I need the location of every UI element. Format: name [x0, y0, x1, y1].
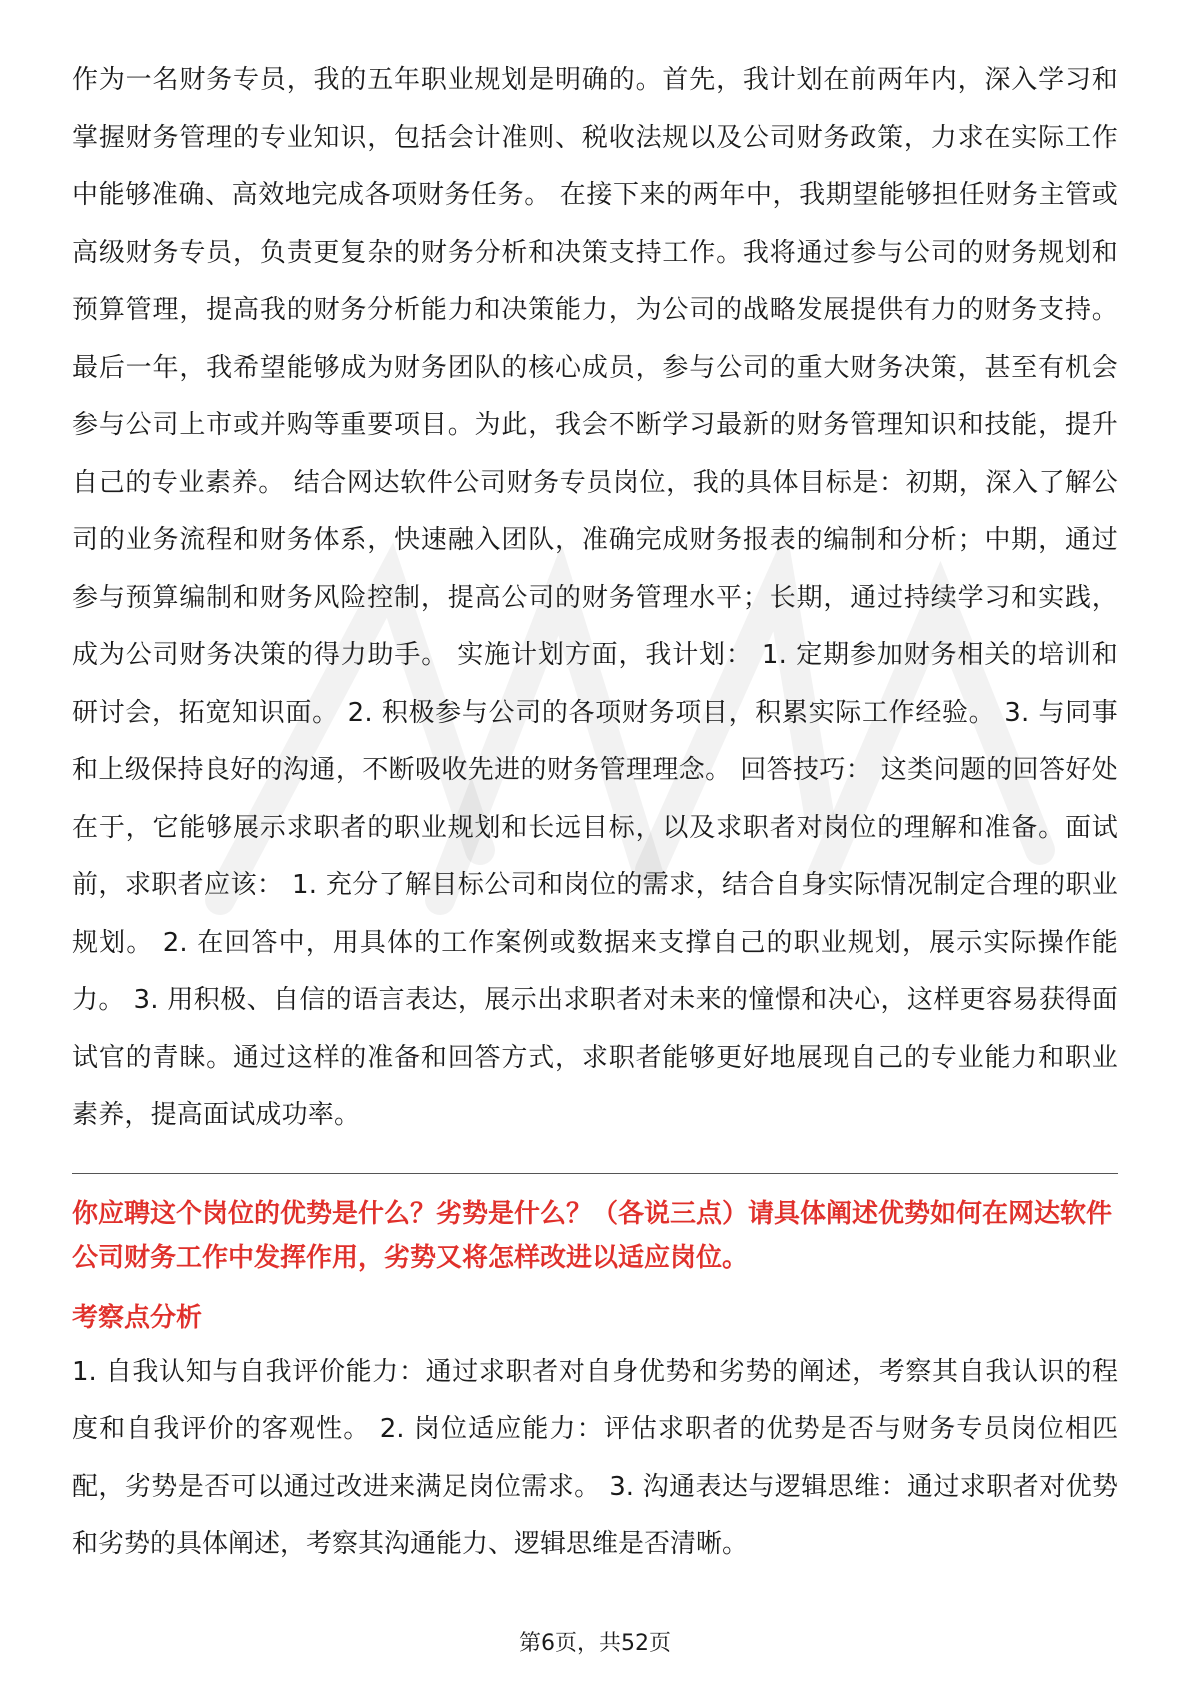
- analysis-paragraph: 1. 自我认知与自我评价能力：通过求职者对自身优势和劣势的阐述，考察其自我认识的程度和自我评价的客观性。 2. 岗位适应能力：评估求职者的优势是否与财务专员岗位相匹配，劣势是否可以通过改进来满足岗位需求。 3. 沟通表达与逻辑思维：通过求职者对优势和劣势的具体阐述，考察其沟通能力、逻辑思维是否清晰。: [72, 1356, 1118, 1559]
- interview-question: 你应聘这个岗位的优势是什么？劣势是什么？（各说三点）请具体阐述优势如何在网达软件公司财务工作中发挥作用，劣势又将怎样改进以适应岗位。: [72, 1198, 1113, 1273]
- section-divider: [72, 1173, 1118, 1174]
- analysis-heading: 考察点分析: [72, 1302, 203, 1333]
- page-number: 第6页，共52页: [519, 1631, 671, 1656]
- document-page: [72, 52, 1118, 1574]
- answer-paragraph: 作为一名财务专员，我的五年职业规划是明确的。首先，我计划在前两年内，深入学习和掌握财务管理的专业知识，包括会计准则、税收法规以及公司财务政策，力求在实际工作中能够准确、高效地完成各项财务任务。 在接下来的两年中，我期望能够担任财务主管或高级财务专员，负责更复杂的财务分析和决策支持工作。我将通过参与公司的财务规划和预算管理，提高我的财务分析能力和决策能力，为公司的战略发展提供有力的财务支持。 最后一年，我希望能够成为财务团队的核心成员，参与公司的重大财务决策，甚至有机会参与公司上市或并购等重要项目。为此，我会不断学习最新的财务管理知识和技能，提升自己的专业素养。 结合网达软件公司财务专员岗位，我的具体目标是：初期，深入了解公司的业务流程和财务体系，快速融入团队，准确完成财务报表的编制和分析；中期，通过参与预算编制和财务风险控制，提高公司的财务管理水平；长期，通过持续学习和实践，成为公司财务决策的得力助手。 实施计划方面，我计划： 1. 定期参加财务相关的培训和研讨会，拓宽知识面。 2. 积极参与公司的各项财务项目，积累实际工作经验。 3. 与同事和上级保持良好的沟通，不断吸收先进的财务管理理念。 回答技巧： 这类问题的回答好处在于，它能够展示求职者的职业规划和长远目标，以及求职者对岗位的理解和准备。面试前，求职者应该： 1. 充分了解目标公司和岗位的需求，结合自身实际情况制定合理的职业规划。 2. 在回答中，用具体的工作案例或数据来支撑自己的职业规划，展示实际操作能力。 3. 用积极、自信的语言表达，展示出求职者对未来的憧憬和决心，这样更容易获得面试官的青睐。通过这样的准备和回答方式，求职者能够更好地展现自己的专业能力和职业素养，提高面试成功率。: [72, 65, 1118, 1130]
